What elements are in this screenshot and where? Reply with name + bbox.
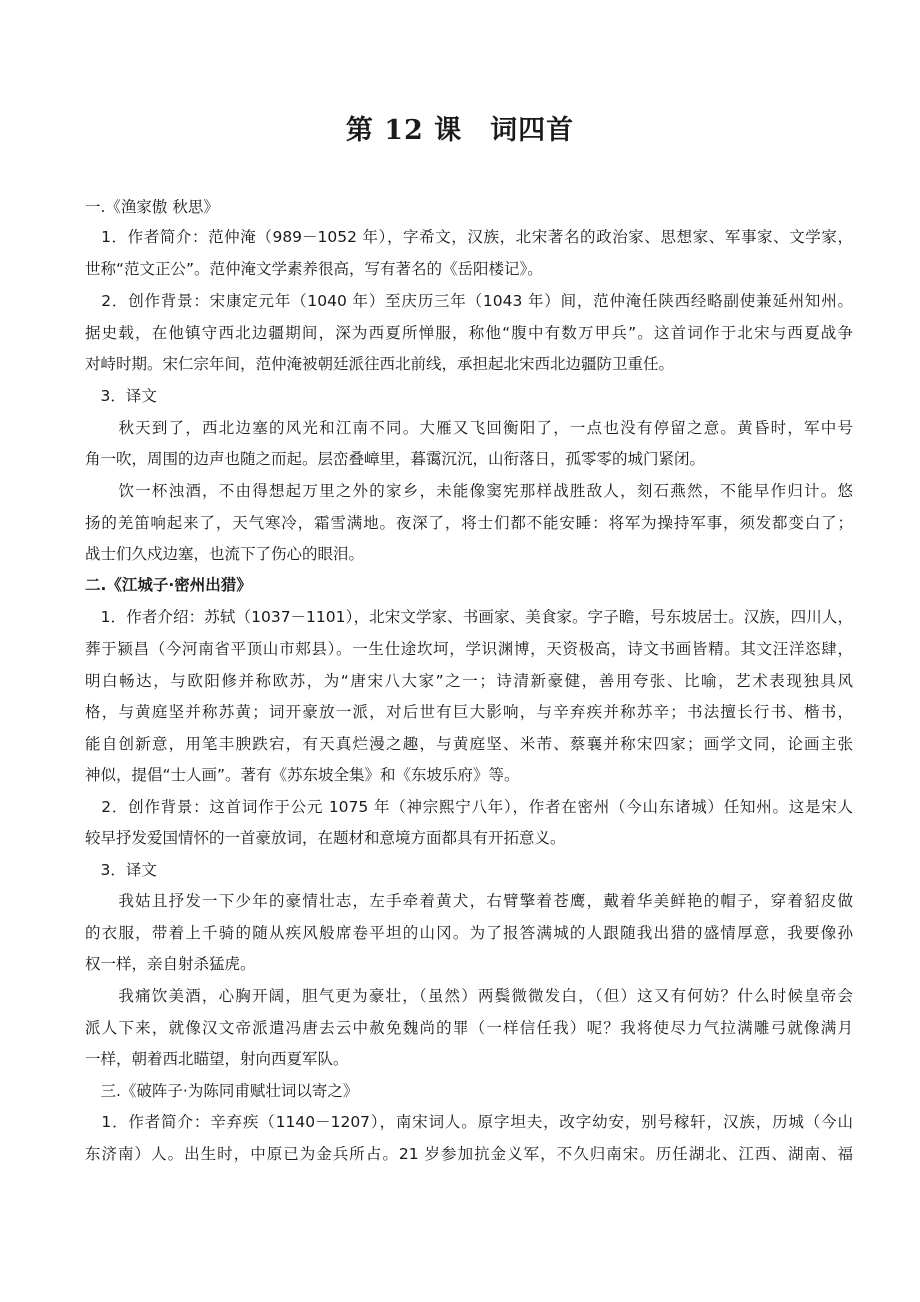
text-line: 明白畅达，与欧阳修并称欧苏，为“唐宋八大家”之一；诗清新豪健，善用夸张、比喻，艺术表现独具风 — [85, 672, 853, 690]
text-line: 1．作者简介：范仲淹（989－1052 年），字希文，汉族，北宋著名的政治家、思想家、军事家、文学家， — [85, 228, 853, 246]
text-line: 我痛饮美酒，心胸开阔，胆气更为豪壮，（虽然）两鬓微微发白，（但）这又有何妨？什么时候皇帝会 — [85, 987, 853, 1005]
text-line: 1．作者介绍：苏轼（1037－1101），北宋文学家、书画家、美食家。字子瞻，号东坡居士。汉族，四川人， — [85, 608, 853, 626]
text-line: 饮一杯浊酒，不由得想起万里之外的家乡，未能像窦宪那样战胜敌人，刻石燕然，不能早作归计。悠 — [85, 482, 853, 500]
page-title: 第 12 课 词四首 — [345, 115, 575, 146]
text-line: 权一样，亲自射杀猛虎。 — [85, 955, 256, 973]
text-line: 派人下来，就像汉文帝派遣冯唐去云中赦免魏尚的罪（一样信任我）呢？我将使尽力气拉满雕弓就像满月 — [85, 1019, 853, 1037]
text-line: 2．创作背景：宋康定元年（1040 年）至庆历三年（1043 年）间，范仲淹任陕西经略副使兼延州知州。 — [85, 292, 853, 310]
text-line: 我姑且抒发一下少年的豪情壮志，左手牵着黄犬，右臂擎着苍鹰，戴着华美鲜艳的帽子，穿着貂皮做 — [85, 892, 853, 910]
text-line: 格，与黄庭坚并称苏黄；词开豪放一派，对后世有巨大影响，与辛弃疾并称苏辛；书法擅长行书、楷书， — [85, 703, 853, 721]
text-line: 角一吹，周围的边声也随之而起。层峦叠嶂里，暮霭沉沉，山衔落日，孤零零的城门紧闭。 — [85, 450, 706, 468]
text-line: 1．作者简介：辛弃疾（1140－1207），南宋词人。原字坦夫，改字幼安，别号稼轩，汉族，历城（今山 — [85, 1113, 853, 1131]
section-heading-1: 一.《渔家傲 秋思》 — [85, 198, 219, 216]
text-line: 对峙时期。宋仁宗年间，范仲淹被朝廷派往西北前线，承担起北宋西北边疆防卫重任。 — [85, 355, 675, 373]
text-line: 能自创新意，用笔丰腴跌宕，有天真烂漫之趣，与黄庭坚、米芾、蔡襄并称宋四家；画学文同，论画主张 — [85, 735, 853, 753]
text-line: 神似，提倡“士人画”。著有《苏东坡全集》和《东坡乐府》等。 — [85, 766, 520, 784]
text-line: 秋天到了，西北边塞的风光和江南不同。大雁又飞回衡阳了，一点也没有停留之意。黄昏时，军中号 — [85, 419, 853, 437]
text-line: 据史载，在他镇守西北边疆期间，深为西夏所惮服，称他“腹中有数万甲兵”。这首词作于北宋与西夏战争 — [85, 324, 853, 342]
text-line: 2．创作背景：这首词作于公元 1075 年（神宗熙宁八年），作者在密州（今山东诸城）任知州。这是宋人 — [85, 798, 853, 816]
text-line: 世称“范文正公”。范仲淹文学素养很高，写有著名的《岳阳楼记》。 — [85, 260, 543, 278]
text-line: 葬于颍昌（今河南省平顶山市郏县）。一生仕途坎坷，学识渊博，天资极高，诗文书画皆精。其文汪洋恣肆， — [85, 640, 853, 658]
text-line: 战士们久戍边塞，也流下了伤心的眼泪。 — [85, 545, 365, 563]
text-line: 东济南）人。出生时，中原已为金兵所占。21 岁参加抗金义军，不久归南宋。历任湖北、江西、湖南、福 — [85, 1145, 853, 1163]
subheading: 3．译文 — [85, 861, 157, 879]
section-heading-2: 二.《江城子·密州出猎》 — [85, 576, 252, 594]
text-line: 扬的羌笛响起来了，天气寒冷，霜雪满地。夜深了，将士们都不能安睡：将军为操持军事，须发都变白了； — [85, 514, 853, 532]
text-line: 一样，朝着西北瞄望，射向西夏军队。 — [85, 1050, 349, 1068]
section-heading-3: 三.《破阵子·为陈同甫赋壮词以寄之》 — [85, 1082, 359, 1100]
text-line: 较早抒发爱国情怀的一首豪放词，在题材和意境方面都具有开拓意义。 — [85, 829, 566, 847]
subheading: 3．译文 — [85, 387, 157, 405]
text-line: 的衣服，带着上千骑的随从疾风般席卷平坦的山冈。为了报答满城的人跟随我出猎的盛情厚意，我要像孙 — [85, 924, 853, 942]
